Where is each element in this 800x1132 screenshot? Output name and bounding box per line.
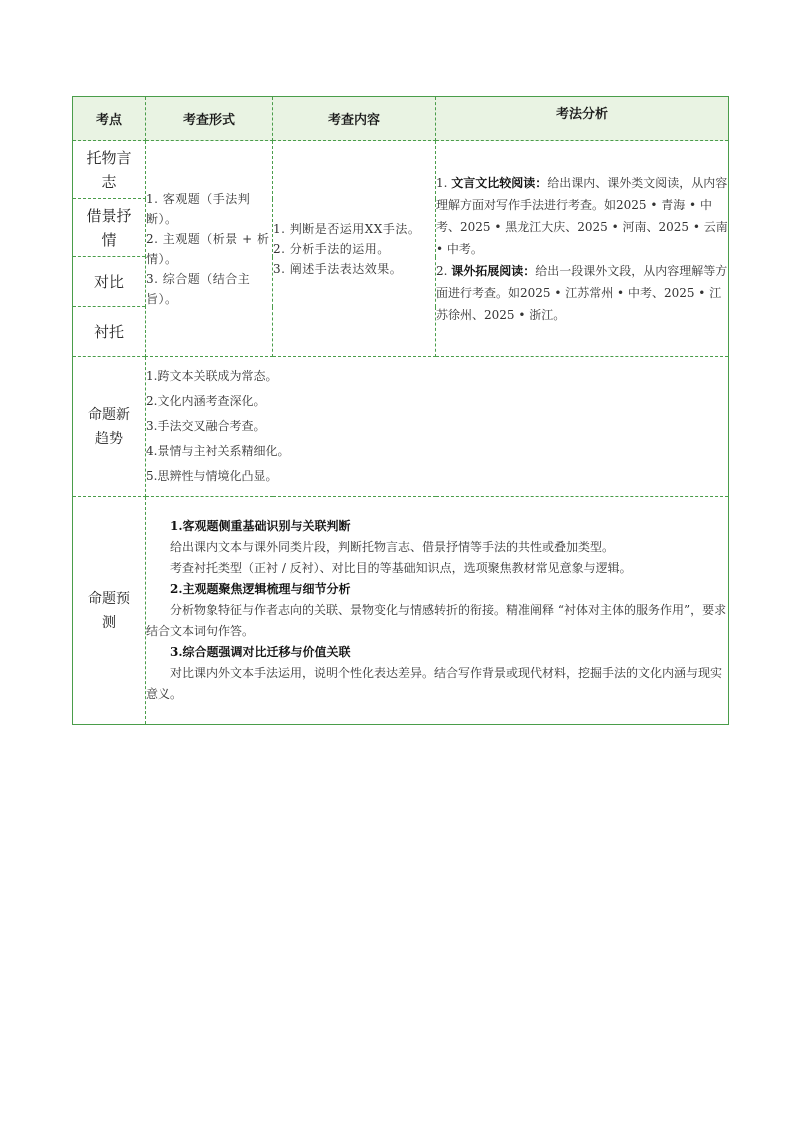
header-form: 考查形式 bbox=[146, 97, 273, 141]
section-heading: 2.主观题聚焦逻辑梳理与细节分析 bbox=[170, 582, 351, 596]
trend-label: 命题新 趋势 bbox=[73, 357, 146, 497]
kaodian-cell: 衬托 bbox=[73, 307, 146, 357]
section-heading: 3.综合题强调对比迁移与价值关联 bbox=[170, 645, 351, 659]
exam-content-cell bbox=[273, 141, 436, 357]
kaodian-cell: 托物言 志 bbox=[73, 141, 146, 199]
analysis-item: 1. 文言文比较阅读：给出课内、课外类文阅读，从内容理解方面对写作手法进行考查。如2025 • 青海 • 中考、2025 • 黑龙江大庆、2025 • 河南、2025 • 云南 • 中考。 bbox=[436, 175, 728, 256]
paragraph: 分析物象特征与作者志向的关联、景物变化与情感转折的衔接。精准阐释 “衬体对主体的服务作用”，要求结合文本词句作答。 bbox=[146, 603, 727, 638]
list-item: 2.文化内涵考查深化。 bbox=[146, 394, 266, 408]
form-item: 1. 客观题（手法判断）。 bbox=[146, 191, 251, 226]
list-item: 3.手法交叉融合考查。 bbox=[146, 419, 266, 433]
table-row bbox=[73, 141, 729, 199]
list-item: 4.景情与主衬关系精细化。 bbox=[146, 444, 290, 458]
header-kaodian: 考点 bbox=[73, 97, 146, 141]
form-item: 2. 主观题（析景 + 析情）。 bbox=[146, 231, 270, 266]
exam-analysis-cell bbox=[436, 141, 729, 357]
prediction-row bbox=[73, 497, 729, 725]
kaodian-cell: 借景抒 情 bbox=[73, 199, 146, 257]
prediction-label: 命题预 测 bbox=[73, 497, 146, 725]
paragraph: 给出课内文本与课外同类片段，判断托物言志、借景抒情等手法的共性或叠加类型。 bbox=[170, 540, 615, 554]
form-item: 3. 综合题（结合主旨）。 bbox=[146, 271, 251, 306]
kaodian-cell: 对比 bbox=[73, 257, 146, 307]
trend-list bbox=[146, 357, 729, 497]
list-item: 1.跨文本关联成为常态。 bbox=[146, 369, 278, 383]
content-item: 1. 判断是否运用XX手法。 bbox=[273, 221, 421, 236]
paragraph: 考查衬托类型（正衬 / 反衬）、对比目的等基础知识点，选项聚焦教材常见意象与逻辑。 bbox=[170, 561, 632, 575]
analysis-item: 2. 课外拓展阅读：给出一段课外文段，从内容理解等方面进行考查。如2025 • 江苏常州 • 中考、2025 • 江苏徐州、2025 • 浙江。 bbox=[436, 263, 728, 322]
header-analysis: 考法分析 bbox=[436, 97, 729, 141]
content-item: 2. 分析手法的运用。 bbox=[273, 241, 390, 256]
trend-row bbox=[73, 357, 729, 497]
exam-form-cell bbox=[146, 141, 273, 357]
section-heading: 1.客观题侧重基础识别与关联判断 bbox=[170, 519, 351, 533]
content-item: 3. 阐述手法表达效果。 bbox=[273, 261, 403, 276]
exam-analysis-table bbox=[72, 96, 729, 725]
prediction-content bbox=[146, 497, 729, 725]
list-item: 5.思辨性与情境化凸显。 bbox=[146, 469, 278, 483]
header-content: 考查内容 bbox=[273, 97, 436, 141]
table-header-row bbox=[73, 97, 729, 141]
paragraph: 对比课内外文本手法运用，说明个性化表达差异。结合写作背景或现代材料，挖掘手法的文化内涵与现实意义。 bbox=[146, 666, 723, 701]
